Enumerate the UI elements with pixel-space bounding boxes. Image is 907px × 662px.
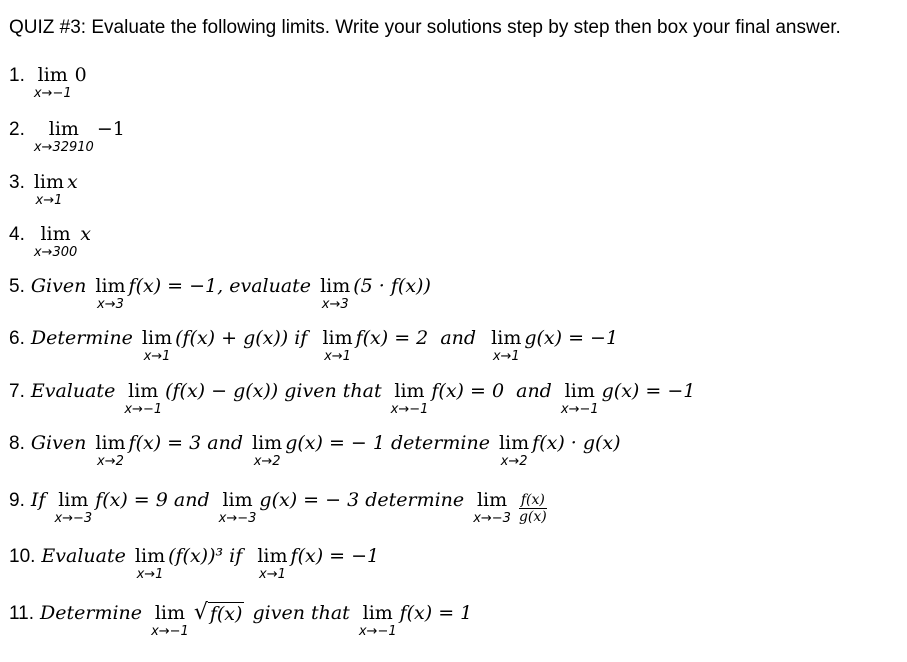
question-4: [9, 223, 91, 259]
limit-expression: (f(x) + g(x)): [175, 327, 295, 349]
limit-operator: lim x→1: [322, 327, 353, 364]
limit-expression: f(x) = −1: [290, 545, 380, 567]
quiz-header: QUIZ #3: Evaluate the following limits. Write your solutions step by step then box your final answer.: [9, 17, 841, 38]
limit-operator: lim x→−1: [124, 380, 163, 417]
instruction-text: Evaluate: [30, 380, 122, 402]
limit-expression: −1: [96, 118, 125, 140]
limit-operator: lim x→1: [141, 327, 173, 364]
question-number: 11.: [9, 603, 35, 624]
instruction-text: and: [173, 489, 216, 511]
limit-operator: lim x→−3: [54, 489, 93, 526]
limit-subscript: x→−3: [473, 511, 511, 526]
limit-subscript: x→300: [33, 245, 78, 260]
instruction-text: Given: [30, 275, 93, 297]
limit-expression: f(x) = 0: [431, 380, 511, 402]
limit-expression: (f(x) − g(x)): [165, 380, 285, 402]
question-11: [9, 602, 472, 638]
limit-subscript: x→2: [253, 454, 281, 469]
limit-operator: lim x→−1: [390, 380, 429, 417]
limit-subscript: x→−1: [124, 402, 163, 417]
limit-expression: f(x) = 2: [355, 327, 435, 349]
question-9: [9, 489, 552, 527]
limit-operator: lim x→1: [257, 545, 288, 582]
instruction-text: and: [434, 327, 489, 349]
limit-expression: g(x) = −1: [601, 380, 696, 402]
limit-operator: lim x→−1: [560, 380, 599, 417]
limit-expression: f(x) · g(x): [532, 432, 621, 454]
limit-expression: f(x) = 9: [95, 489, 174, 511]
question-6: [9, 327, 618, 363]
limit-subscript: x→−1: [560, 402, 599, 417]
limit-expression: (5 · f(x)): [353, 275, 431, 297]
instruction-text: determine: [391, 432, 496, 454]
question-1: [9, 64, 87, 100]
limit-operator: lim x→32910: [33, 118, 94, 155]
radicand: f(x): [209, 603, 243, 625]
limit-operator: lim x→1: [491, 327, 522, 364]
limit-subscript: x→3: [321, 297, 349, 312]
fraction-denominator: g(x): [518, 509, 547, 525]
limit-operator: lim x→−3: [473, 489, 511, 526]
instruction-text: and: [207, 432, 250, 454]
question-number: 8.: [9, 433, 25, 454]
limit-operator: lim x→300: [33, 223, 78, 260]
limit-expression: f(x) = −1,: [128, 275, 230, 297]
question-2: [9, 118, 125, 154]
limit-expression: (f(x))³: [168, 545, 230, 567]
instruction-text: Evaluate: [41, 545, 132, 567]
limit-expression: f(x) = 3: [128, 432, 208, 454]
limit-subscript: x→−1: [358, 624, 397, 639]
question-3: [9, 171, 78, 207]
limit-subscript: x→1: [324, 349, 351, 364]
limit-operator: lim x→2: [252, 432, 283, 469]
limit-subscript: x→−3: [54, 511, 93, 526]
limit-subscript: x→−3: [218, 511, 257, 526]
limit-subscript: x→1: [143, 349, 171, 364]
limit-subscript: x→−1: [151, 624, 189, 639]
question-8: [9, 432, 621, 468]
instruction-text: determine: [365, 489, 471, 511]
limit-operator: lim x→3: [320, 275, 351, 312]
question-7: [9, 380, 695, 416]
instruction-text: if: [294, 327, 320, 349]
question-5: [9, 275, 431, 311]
limit-operator: lim x→−1: [151, 602, 189, 639]
square-root: [194, 602, 245, 625]
question-number: 5.: [9, 276, 25, 297]
question-number: 1.: [9, 65, 25, 86]
limit-subscript: x→1: [35, 193, 63, 208]
question-number: 3.: [9, 172, 25, 193]
limit-operator: lim x→−1: [358, 602, 397, 639]
instruction-text: Given: [30, 432, 93, 454]
limit-subscript: x→32910: [33, 140, 94, 155]
instruction-text: Determine: [40, 602, 149, 624]
instruction-text: given that: [246, 602, 356, 624]
limit-operator: lim x→1: [33, 171, 65, 208]
fraction-numerator: f(x): [520, 492, 545, 508]
limit-operator: lim x→1: [134, 545, 166, 582]
limit-operator: lim x→−1: [33, 64, 72, 101]
limit-expression: g(x) = −1: [524, 327, 619, 349]
limit-subscript: x→−1: [33, 86, 72, 101]
limit-subscript: x→1: [492, 349, 520, 364]
limit-operator: lim x→2: [498, 432, 530, 469]
question-number: 2.: [9, 119, 25, 140]
limit-expression: 0: [74, 64, 87, 86]
limit-operator: lim x→−3: [218, 489, 257, 526]
limit-expression: x: [67, 171, 78, 193]
limit-subscript: x→3: [97, 297, 124, 312]
question-number: 6.: [9, 328, 25, 349]
limit-expression: g(x) = − 1: [285, 432, 391, 454]
question-10: [9, 545, 379, 581]
limit-expression: g(x) = − 3: [259, 489, 366, 511]
limit-subscript: x→2: [97, 454, 124, 469]
limit-operator: lim x→2: [95, 432, 126, 469]
question-number: 4.: [9, 224, 25, 245]
question-number: 10.: [9, 546, 36, 567]
radical-sign-icon: √: [193, 600, 208, 625]
instruction-text: evaluate: [229, 275, 318, 297]
limit-subscript: x→1: [259, 567, 286, 582]
fraction: [517, 492, 549, 525]
instruction-text: Determine: [30, 327, 139, 349]
instruction-text: If: [30, 489, 52, 511]
instruction-text: given that: [284, 380, 388, 402]
limit-expression: f(x) = 1: [399, 602, 473, 624]
limit-subscript: x→2: [500, 454, 528, 469]
instruction-text: and: [510, 380, 558, 402]
limit-expression: x: [80, 223, 91, 245]
limit-operator: lim x→3: [95, 275, 126, 312]
question-number: 9.: [9, 490, 25, 511]
question-number: 7.: [9, 381, 25, 402]
limit-subscript: x→−1: [390, 402, 429, 417]
limit-subscript: x→1: [136, 567, 164, 582]
instruction-text: if: [229, 545, 255, 567]
